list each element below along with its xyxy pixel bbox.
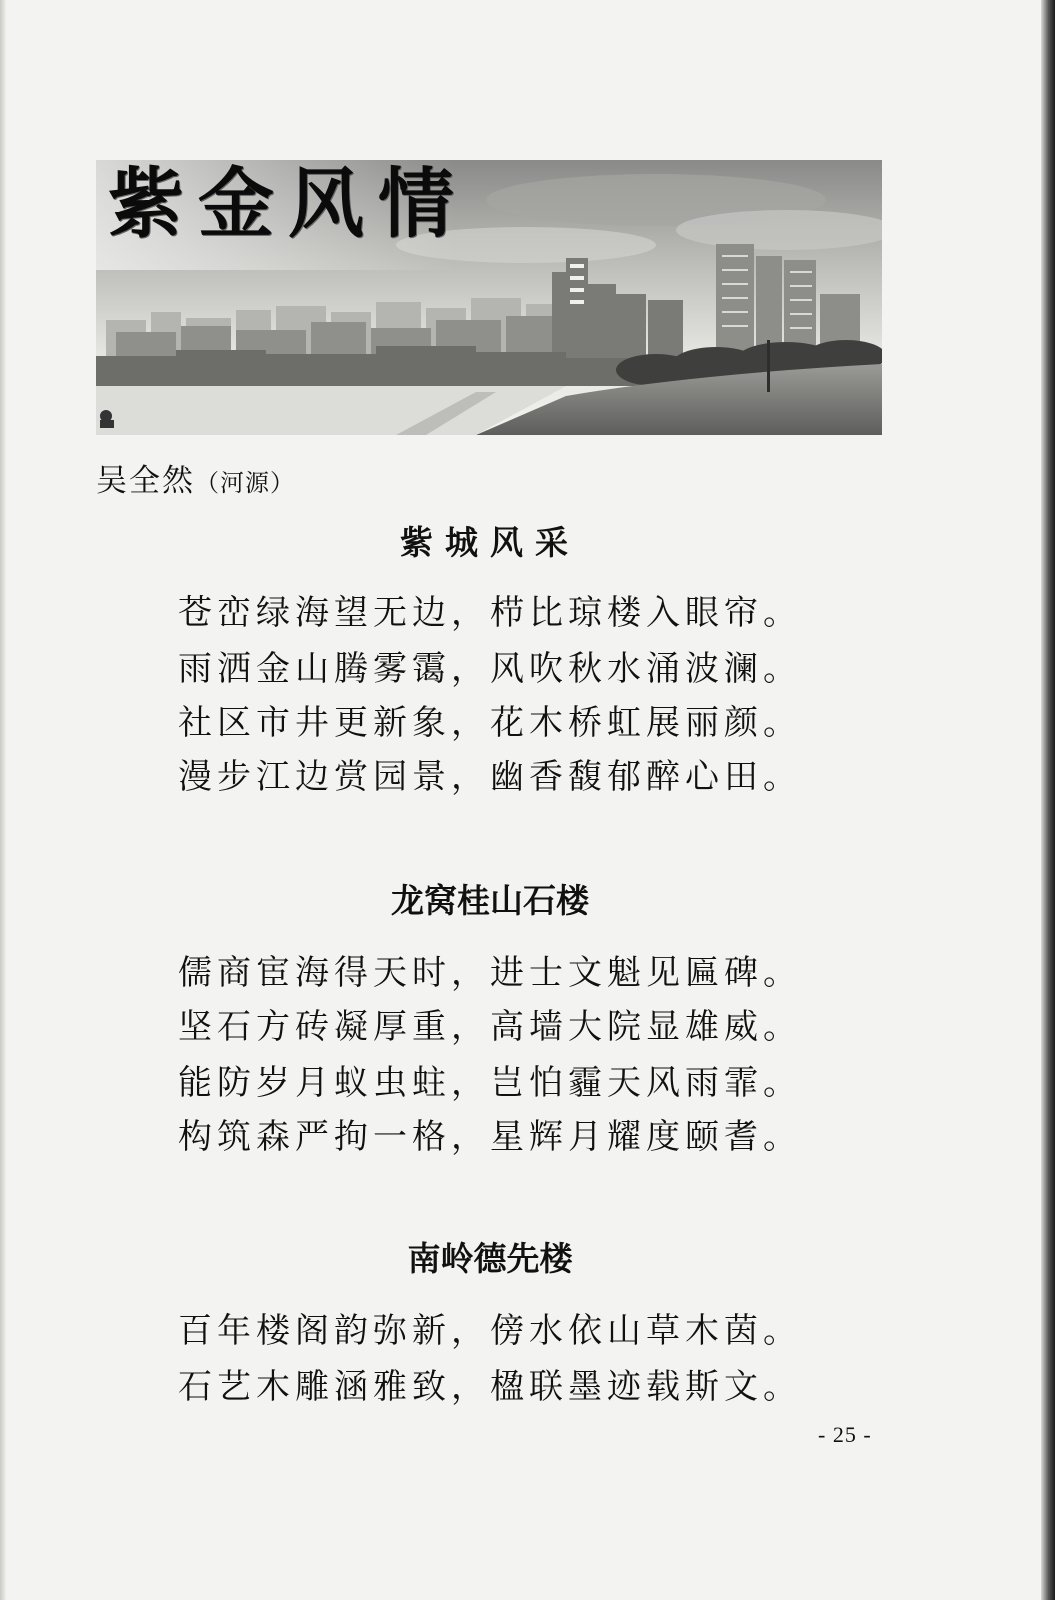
poem-line: 社区市井更新象，花木桥虹展丽颜。 <box>178 703 802 743</box>
scan-edge-right <box>1041 0 1055 1600</box>
scan-edge-left <box>0 0 6 1600</box>
poem-line: 百年楼阁韵弥新，傍水依山草木茵。 <box>178 1311 802 1351</box>
poem-line: 石艺木雕涵雅致，楹联墨迹载斯文。 <box>178 1367 802 1407</box>
author-name: 吴全然 <box>96 463 195 499</box>
poem-line: 漫步江边赏园景，幽香馥郁醉心田。 <box>178 757 802 797</box>
section-banner <box>96 160 882 435</box>
poem-title: 紫城风采 <box>400 523 580 562</box>
poem-line: 雨洒金山腾雾霭，风吹秋水涌波澜。 <box>178 649 802 689</box>
poem-line: 坚石方砖凝厚重，高墙大院显雄威。 <box>178 1007 802 1047</box>
section-title: 紫金风情 <box>108 160 468 248</box>
poem-title: 南岭德先楼 <box>407 1239 573 1278</box>
poem-line: 能防岁月蚁虫蛀，岂怕霾天风雨霏。 <box>178 1063 802 1103</box>
poem-line: 儒商宦海得天时，进士文魁见匾碑。 <box>178 953 802 993</box>
poem-title: 龙窝桂山石楼 <box>391 881 589 920</box>
poem-line: 构筑森严拘一格，星辉月耀度颐耆。 <box>178 1117 802 1157</box>
poem-line: 苍峦绿海望无边，栉比琼楼入眼帘。 <box>178 593 802 633</box>
author-line <box>96 463 295 499</box>
page-number: - 25 - <box>818 1422 872 1447</box>
author-origin: （河源） <box>195 469 295 497</box>
